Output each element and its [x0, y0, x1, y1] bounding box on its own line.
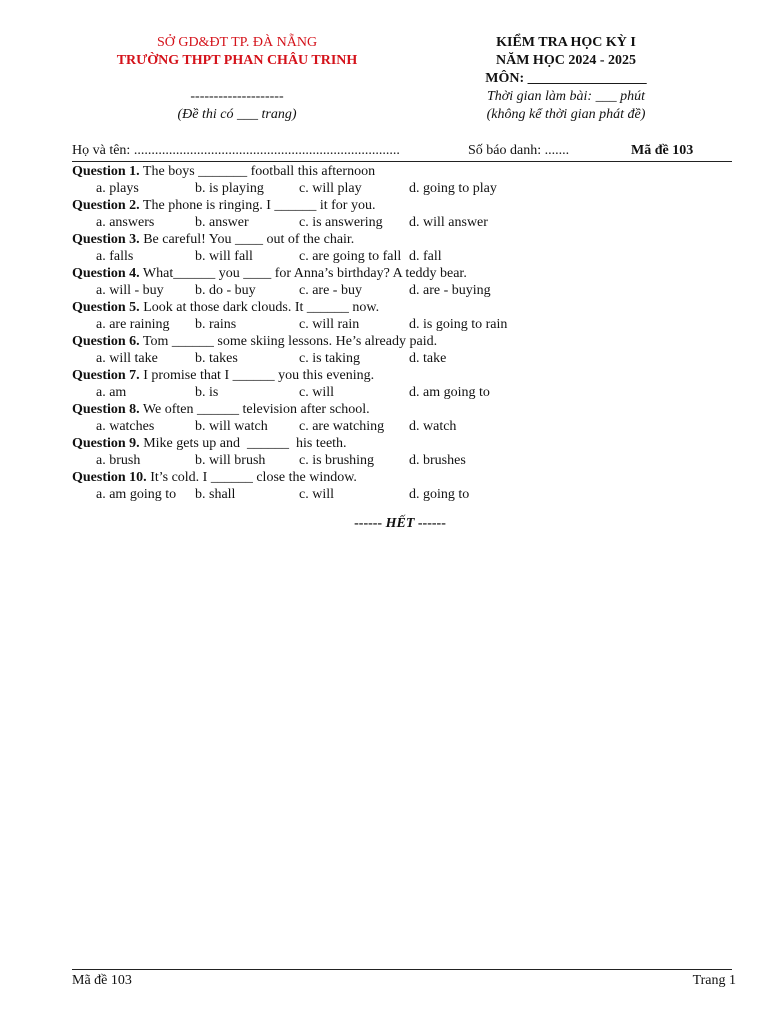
- question-item: [72, 469, 712, 503]
- question-item: [72, 163, 712, 197]
- answer-option: a. will - buy: [96, 283, 164, 298]
- end-mark: [330, 516, 470, 532]
- question-number: Question 2.: [72, 198, 140, 213]
- answer-option: d. take: [409, 351, 447, 366]
- question-item: [72, 333, 712, 367]
- answer-option: d. am going to: [409, 385, 490, 400]
- answer-option: b. will brush: [195, 453, 266, 468]
- question-number: Question 10.: [72, 470, 147, 485]
- answer-option: c. are - buy: [299, 283, 362, 298]
- question-item: [72, 231, 712, 265]
- answer-option: d. watch: [409, 419, 457, 434]
- exam-title: KIỂM TRA HỌC KỲ I: [496, 35, 636, 50]
- question-text: It’s cold. I ______ close the window.: [146, 470, 357, 485]
- answer-option: c. is answering: [299, 215, 383, 230]
- answer-option: c. will play: [299, 181, 362, 196]
- question-text: Look at those dark clouds. It ______ now.: [139, 300, 380, 315]
- student-info-row: [72, 143, 732, 161]
- answer-option: b. shall: [195, 487, 236, 502]
- answer-option: c. will: [299, 385, 334, 400]
- answer-option: a. am: [96, 385, 127, 400]
- question-stem: [72, 197, 712, 214]
- footer-page-number: Trang 1: [692, 973, 736, 988]
- answer-option: a. brush: [96, 453, 141, 468]
- answer-option: c. will rain: [299, 317, 360, 332]
- answer-option: c. is brushing: [299, 453, 375, 468]
- answer-option: b. do - buy: [195, 283, 256, 298]
- question-text: I promise that I ______ you this evening.: [139, 368, 375, 383]
- info-divider: [72, 161, 732, 162]
- answer-option: a. will take: [96, 351, 158, 366]
- question-text: Be careful! You ____ out of the chair.: [139, 232, 355, 247]
- header-right: [468, 34, 664, 124]
- answer-option: b. is playing: [195, 181, 264, 196]
- question-item: [72, 435, 712, 469]
- answer-option: d. going to play: [409, 181, 497, 196]
- answer-options: [72, 214, 712, 231]
- question-stem: [72, 469, 712, 486]
- student-id-field: Số báo danh: .......: [468, 143, 570, 158]
- answer-option: b. will watch: [195, 419, 268, 434]
- time-note: (không kể thời gian phát đề): [486, 107, 646, 122]
- answer-options: [72, 418, 712, 435]
- answer-options: [72, 384, 712, 401]
- answer-options: [72, 180, 712, 197]
- question-number: Question 8.: [72, 402, 140, 417]
- student-name-field: Họ và tên: ............................................................................: [72, 143, 400, 158]
- subject-line: MÔN: _________________: [485, 71, 647, 86]
- answer-option: a. falls: [96, 249, 134, 264]
- answer-option: c. is taking: [299, 351, 361, 366]
- end-word: HẾT: [385, 516, 415, 531]
- question-stem: [72, 435, 712, 452]
- answer-option: a. answers: [96, 215, 155, 230]
- answer-option: d. going to: [409, 487, 470, 502]
- answer-option: c. will: [299, 487, 334, 502]
- answer-options: [72, 350, 712, 367]
- question-stem: [72, 333, 712, 350]
- answer-options: [72, 486, 712, 503]
- answer-option: d. are - buying: [409, 283, 491, 298]
- answer-option: a. watches: [96, 419, 155, 434]
- answer-option: b. is: [195, 385, 219, 400]
- footer-exam-code: Mã đề 103: [72, 973, 132, 988]
- answer-options: [72, 452, 712, 469]
- question-text: We often ______ television after school.: [139, 402, 370, 417]
- end-dashes-right: ------: [414, 516, 446, 531]
- answer-option: d. will answer: [409, 215, 488, 230]
- question-text: Mike gets up and ______ his teeth.: [139, 436, 347, 451]
- header-separator: --------------------: [190, 89, 284, 104]
- question-item: [72, 401, 712, 435]
- question-text: The phone is ringing. I ______ it for you.: [139, 198, 376, 213]
- question-list: [72, 163, 712, 503]
- question-stem: [72, 163, 712, 180]
- answer-options: [72, 248, 712, 265]
- exam-code: Mã đề 103: [631, 143, 694, 158]
- end-dashes-left: ------: [354, 516, 386, 531]
- question-item: [72, 197, 712, 231]
- answer-option: c. are watching: [299, 419, 385, 434]
- question-number: Question 7.: [72, 368, 140, 383]
- answer-option: d. fall: [409, 249, 442, 264]
- question-number: Question 3.: [72, 232, 140, 247]
- header-left: [72, 34, 402, 124]
- answer-options: [72, 282, 712, 299]
- school-year: NĂM HỌC 2024 - 2025: [496, 53, 636, 68]
- question-text: What______ you ____ for Anna’s birthday? A teddy bear.: [139, 266, 467, 281]
- question-stem: [72, 401, 712, 418]
- question-item: [72, 367, 712, 401]
- question-item: [72, 265, 712, 299]
- answer-options: [72, 316, 712, 333]
- question-text: The boys _______ football this afternoon: [139, 164, 376, 179]
- school-name: TRƯỜNG THPT PHAN CHÂU TRINH: [116, 53, 358, 68]
- answer-option: d. is going to rain: [409, 317, 508, 332]
- answer-option: d. brushes: [409, 453, 466, 468]
- question-stem: [72, 367, 712, 384]
- answer-option: a. plays: [96, 181, 139, 196]
- question-number: Question 1.: [72, 164, 140, 179]
- answer-option: b. answer: [195, 215, 249, 230]
- question-stem: [72, 265, 712, 282]
- question-item: [72, 299, 712, 333]
- time-line: Thời gian làm bài: ___ phút: [487, 89, 645, 104]
- question-number: Question 6.: [72, 334, 140, 349]
- answer-option: c. are going to fall: [299, 249, 402, 264]
- department-name: SỞ GD&ĐT TP. ĐÀ NẴNG: [156, 35, 318, 50]
- question-number: Question 4.: [72, 266, 140, 281]
- question-stem: [72, 299, 712, 316]
- pages-note: (Đề thi có ___ trang): [177, 107, 297, 122]
- answer-option: b. rains: [195, 317, 237, 332]
- footer-divider: [72, 969, 732, 970]
- answer-option: a. am going to: [96, 487, 177, 502]
- question-stem: [72, 231, 712, 248]
- question-number: Question 9.: [72, 436, 140, 451]
- answer-option: b. will fall: [195, 249, 253, 264]
- question-number: Question 5.: [72, 300, 140, 315]
- question-text: Tom ______ some skiing lessons. He’s already paid.: [139, 334, 438, 349]
- answer-option: b. takes: [195, 351, 238, 366]
- answer-option: a. are raining: [96, 317, 170, 332]
